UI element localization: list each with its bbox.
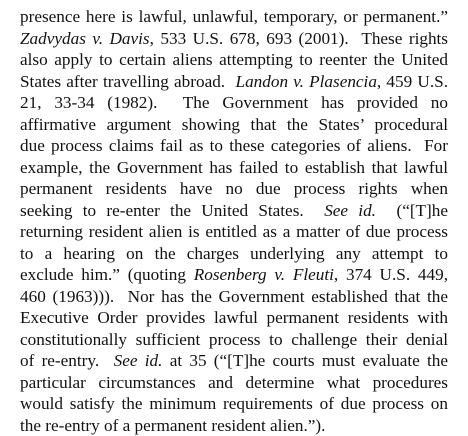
text-line: presence here is lawful, unlawful, temporary, or permanent.” xyxy=(20,6,448,28)
text-line: the re-entry of a permanent resident alien.”). xyxy=(20,415,448,436)
text-line: example, the Government has failed to establish that lawful xyxy=(20,157,448,179)
text-line: Zadvydas v. Davis, 533 U.S. 678, 693 (2001). These rights xyxy=(20,28,448,50)
legal-opinion-excerpt xyxy=(20,6,448,436)
text-line: to a hearing on the charges underlying any attempt to xyxy=(20,243,448,265)
text-line: Executive Order provides lawful permanent residents with xyxy=(20,307,448,329)
text-line: of re-entry. See id. at 35 (“[T]he courts must evaluate the xyxy=(20,350,448,372)
signal-citation: See id. xyxy=(114,351,163,370)
text-line: also apply to certain aliens attempting to reenter the United xyxy=(20,49,448,71)
case-citation: Rosenberg v. Fleuti xyxy=(194,265,334,284)
text-line: permanent residents have no due process rights when xyxy=(20,178,448,200)
text-line: exclude him.” (quoting Rosenberg v. Fleuti, 374 U.S. 449, xyxy=(20,264,448,286)
text-line: constitutionally sufficient process to challenge their denial xyxy=(20,329,448,351)
text-line: seeking to re-enter the United States. See id. (“[T]he xyxy=(20,200,448,222)
signal-citation: See id. xyxy=(324,201,376,220)
body-paragraph xyxy=(20,6,448,436)
text-line: 21, 33-34 (1982). The Government has provided no xyxy=(20,92,448,114)
text-line: would satisfy the minimum requirements of due process on xyxy=(20,393,448,415)
text-line: returning resident alien is entitled as a matter of due process xyxy=(20,221,448,243)
case-citation: Landon v. Plasencia xyxy=(236,72,377,91)
case-citation: Zadvydas v. Davis xyxy=(20,29,150,48)
text-line: due process claims fail as to these categories of aliens. For xyxy=(20,135,448,157)
text-line: States after travelling abroad. Landon v. Plasencia, 459 U.S. xyxy=(20,71,448,93)
text-line: 460 (1963))). Nor has the Government established that the xyxy=(20,286,448,308)
text-line: affirmative argument showing that the States’ procedural xyxy=(20,114,448,136)
text-line: particular circumstances and determine what procedures xyxy=(20,372,448,394)
